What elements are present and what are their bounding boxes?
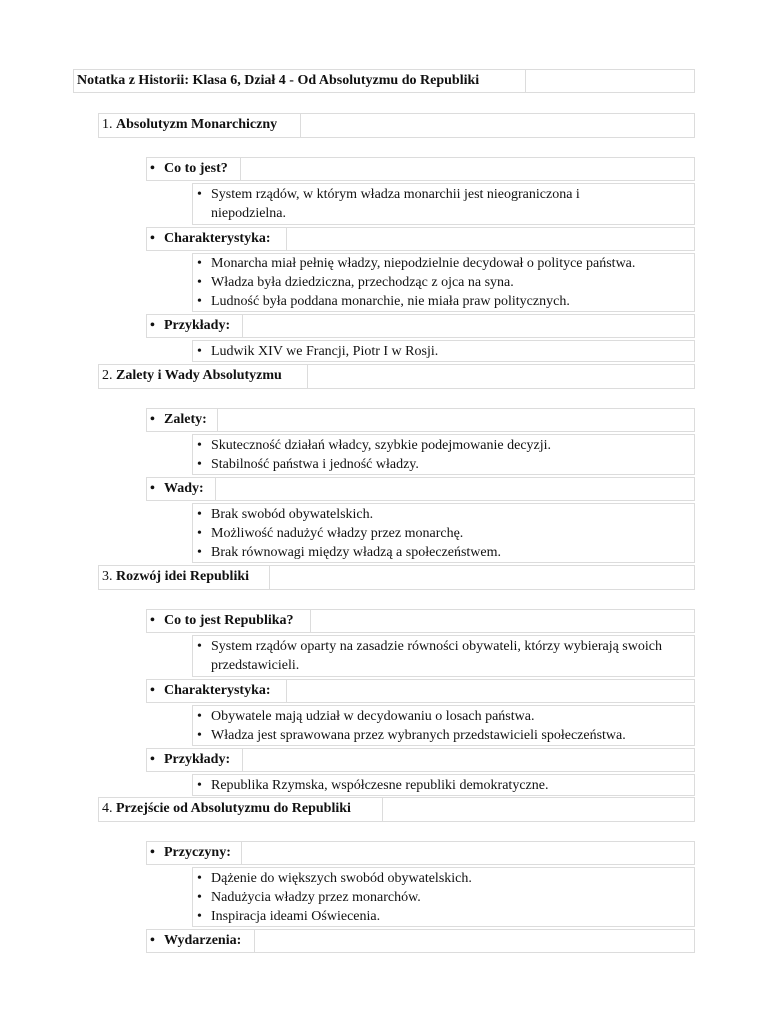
group-header-row	[146, 748, 695, 772]
section-heading-1	[99, 114, 301, 137]
group-header-row	[146, 408, 695, 432]
bullet-list	[193, 707, 694, 745]
list-row	[192, 503, 695, 563]
list-row	[192, 183, 695, 225]
bullet-list	[193, 505, 694, 562]
group-header: • Charakterystyka:	[147, 680, 287, 702]
section-number: 1.	[102, 117, 113, 132]
list-row	[192, 253, 695, 312]
bullet-list	[193, 637, 694, 675]
group-header-row	[146, 841, 695, 865]
group-header: • Wydarzenia:	[147, 930, 255, 952]
section-heading-row	[98, 797, 695, 822]
section-heading-row	[98, 364, 695, 389]
title-row	[73, 69, 695, 93]
list-row	[192, 705, 695, 746]
list-item: • Władza jest sprawowana przez wybranych przedstawicieli społeczeństwa.	[193, 726, 694, 745]
section-number: 3.	[102, 569, 113, 584]
section-heading-2	[99, 365, 308, 388]
section-title: Zalety i Wady Absolutyzmu	[116, 368, 282, 383]
group-header-row	[146, 679, 695, 703]
group-header: • Charakterystyka:	[147, 228, 287, 250]
section-heading-row	[98, 565, 695, 590]
list-item: • Władza była dziedziczna, przechodząc z ojca na syna.	[193, 273, 694, 292]
list-item: • Ludność była poddana monarchie, nie miała praw politycznych.	[193, 292, 694, 311]
list-item: • Nadużycia władzy przez monarchów.	[193, 888, 694, 907]
list-item: • Monarcha miał pełnię władzy, niepodzielnie decydował o polityce państwa.	[193, 254, 694, 273]
list-item: • Stabilność państwa i jedność władzy.	[193, 455, 694, 474]
section-number: 2.	[102, 368, 113, 383]
bullet-list	[193, 342, 694, 361]
list-item: • Inspiracja ideami Oświecenia.	[193, 907, 694, 926]
bullet-list	[193, 185, 694, 223]
document-title: Notatka z Historii: Klasa 6, Dział 4 - Od Absolutyzmu do Republiki	[74, 70, 526, 92]
list-item: • Brak równowagi między władzą a społeczeństwem.	[193, 543, 694, 562]
list-item: • Republika Rzymska, współczesne republiki demokratyczne.	[193, 776, 694, 795]
section-heading-row	[98, 113, 695, 138]
list-item: • Obywatele mają udział w decydowaniu o losach państwa.	[193, 707, 694, 726]
section-heading-4	[99, 798, 383, 821]
bullet-list	[193, 254, 694, 311]
group-header: • Przykłady:	[147, 315, 243, 337]
group-header: • Zalety:	[147, 409, 218, 431]
group-header: • Wady:	[147, 478, 216, 500]
group-header-row	[146, 929, 695, 953]
list-item: • Dążenie do większych swobód obywatelskich.	[193, 869, 694, 888]
list-row	[192, 867, 695, 927]
section-title: Przejście od Absolutyzmu do Republiki	[116, 801, 351, 816]
list-item: • System rządów, w którym władza monarchii jest nieograniczona i niepodzielna.	[193, 185, 694, 223]
group-header-row	[146, 609, 695, 633]
list-row	[192, 635, 695, 677]
section-title: Rozwój idei Republiki	[116, 569, 250, 584]
group-header-row	[146, 157, 695, 181]
group-header-row	[146, 314, 695, 338]
section-number: 4.	[102, 801, 113, 816]
list-row	[192, 774, 695, 796]
list-item: • Możliwość nadużyć władzy przez monarchę.	[193, 524, 694, 543]
group-header-row	[146, 477, 695, 501]
group-header: • Co to jest Republika?	[147, 610, 311, 632]
group-header: • Co to jest?	[147, 158, 241, 180]
bullet-list	[193, 776, 694, 795]
bullet-list	[193, 436, 694, 474]
list-item: • Skuteczność działań władcy, szybkie podejmowanie decyzji.	[193, 436, 694, 455]
section-title: Absolutyzm Monarchiczny	[116, 117, 278, 132]
group-header: • Przyczyny:	[147, 842, 242, 864]
list-row	[192, 434, 695, 475]
group-header: • Przykłady:	[147, 749, 243, 771]
list-item: • Ludwik XIV we Francji, Piotr I w Rosji.	[193, 342, 694, 361]
list-row	[192, 340, 695, 362]
group-header-row	[146, 227, 695, 251]
list-item: • System rządów oparty na zasadzie równości obywateli, którzy wybierają swoich przedstawicieli.	[193, 637, 694, 675]
list-item: • Brak swobód obywatelskich.	[193, 505, 694, 524]
bullet-list	[193, 869, 694, 926]
section-heading-3	[99, 566, 270, 589]
